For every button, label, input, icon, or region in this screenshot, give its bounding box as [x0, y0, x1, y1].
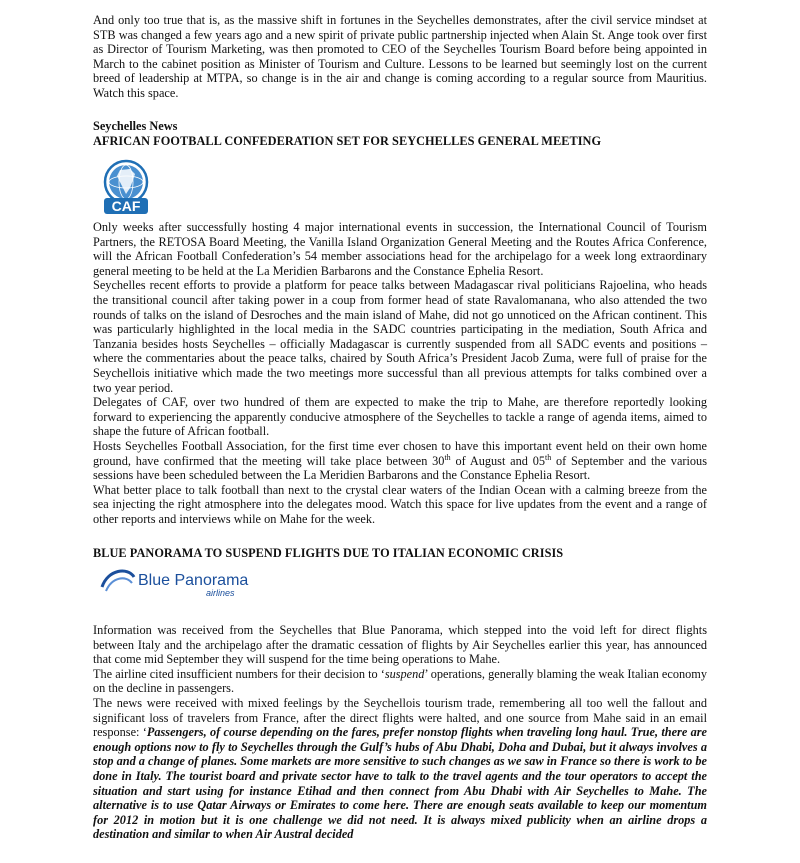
article2-paragraph: Information was received from the Seychelles that Blue Panorama, which stepped into the void left for direct flights between Italy and the archipelago after the dramatic cessation of flights by Air Seychelles earlier this year, has announced that come mid September they will suspend for the time being operations to Mahe. — [93, 623, 707, 667]
article2-paragraph-quote: The news were received with mixed feelings by the Seychellois tourism trade, remembering all too well the fallout and significant loss of travelers from France, after the direct flights were halted, and one source from Mahe said in an email response: ‘Passengers, of course depending on the fares, prefer nonstop flights when traveling long haul. True, there are enough options now to fly to Seychelles through the Gulf’s hubs of Abu Dhabi, Doha and Dubai, but it always involves a stop and a change of planes. Some markets are more sensitive to such changes as we saw in France so there is work to be done in Italy. The tourist board and private sector have to talk to the travel agents and the tour operators to accept the situation and start using for instance Etihad and then connect from Abu Dhabi with Air Seychelles to Mahe. The alternative is to use Qatar Airways or Emirates to come here. There are enough seats available to keep our momentum for 2012 in motion but it is one challenge we did not need. It is always mixed publicity when an airline drops a destination and similar to when Air Austral decided — [93, 695, 707, 842]
caf-logo-text: CAF — [111, 198, 141, 214]
article2-header — [93, 546, 707, 561]
email-quote: Passengers, of course depending on the fares, prefer nonstop flights when traveling long haul. True, there are enough options now to fly to Seychelles through the Gulf’s hubs of Abu Dhabi, Doha and Dubai, but it always involves a stop and a change of planes. Some markets are more sensitive to such changes as we saw in France so there is work to be done in Italy. The tourist board and private sector have to talk to the travel agents and the tour operators to accept the situation and start using for instance Etihad and then connect from Abu Dhabi with Air Seychelles to Mahe. The alternative is to use Qatar Airways or Emirates to come here. There are enough seats available to keep our momentum for 2012 in motion but it is one challenge we did not need. It is always mixed publicity when an airline drops a destination and similar to when Air Austral decided — [93, 725, 707, 842]
article1-paragraph: Only weeks after successfully hosting 4 major international events in succession, the International Council of Tourism Partners, the RETOSA Board Meeting, the Vanilla Island Organization General Meeting and the Routes Africa Conference, will the African Football Confederation’s 54 member associations head for the archipelago for a week long extraordinary general meeting to be held at the La Meridien Barbarons and the Constance Ephelia Resort. — [93, 220, 707, 278]
blue-panorama-logo-name: Blue Panorama — [138, 572, 249, 589]
article2-headline: BLUE PANORAMA TO SUSPEND FLIGHTS DUE TO ITALIAN ECONOMIC CRISIS — [93, 546, 564, 560]
article2-body — [93, 623, 707, 842]
intro-paragraph: And only too true that is, as the massive shift in fortunes in the Seychelles demonstrates, after the civil service mindset at STB was changed a few years ago and a new spirit of private public partnership injected when Alain St. Ange took over first as Director of Tourism Marketing, was then promoted to CEO of the Seychelles Tourism Board before being appointed in March to the cabinet position as Minister of Tourism and Culture. Lessons to be learned but seemingly lost on the current breed of leadership at MTPA, so change is in the air and change is coming according to a regular source from Mauritius. Watch this space. — [93, 13, 707, 100]
article1-paragraph-dates: Hosts Seychelles Football Association, for the first time ever chosen to have this important event held on their own home ground, have confirmed that the meeting will take place between 30th of August and 05th of September and the various sessions have been scheduled between the La Meridien Barbarons and the Constance Ephelia Resort. — [93, 438, 707, 483]
article1-headline: AFRICAN FOOTBALL CONFEDERATION SET FOR SEYCHELLES GENERAL MEETING — [93, 133, 602, 148]
article1-paragraph: Delegates of CAF, over two hundred of them are expected to make the trip to Mahe, are therefore reportedly looking forward to experiencing the apparently conducive atmosphere of the Seychelles to tackle a range of agenda items, aimed to shape the future of African football. — [93, 395, 707, 439]
blue-panorama-logo — [98, 563, 258, 603]
article1-paragraph: What better place to talk football than next to the crystal clear waters of the Indian Ocean with a calming breeze from the sea injecting the right atmosphere into the delegates mood. Watch this space for live updates from the event and a range of other reports and interviews while on Mahe for the week. — [93, 482, 707, 526]
intro-section — [93, 13, 707, 101]
article2-paragraph: The airline cited insufficient numbers for their decision to ‘suspend’ operations, generally blaming the weak Italian economy on the decline in passengers. — [93, 666, 707, 696]
article1-paragraph: Seychelles recent efforts to provide a platform for peace talks between Madagascar rival politicians Rajoelina, who heads the transitional council after taking power in a coup from former head of state Ravalomanana, who also attended the two rounds of talks on the island of Desroches and the main island of Mahe, did not go unnoticed on the African continent. This was particularly highlighted in the local media in the SADC countries participating in the mediation, South Africa and Tanzania besides hosts Seychelles – officially Madagascar is currently suspended from all SADC events and positions – where the commentaries about the peace talks, chaired by South Africa’s President Jacob Zuma, were full of praise for the Seychellois initiative which made the two meetings more successful than all previous attempts for talks combined over a two year period. — [93, 278, 707, 395]
caf-logo — [96, 158, 160, 218]
article1-header — [93, 119, 707, 148]
article1-body — [93, 220, 707, 526]
blue-panorama-logo-sub: airlines — [206, 588, 235, 598]
section-label: Seychelles News — [93, 119, 178, 133]
